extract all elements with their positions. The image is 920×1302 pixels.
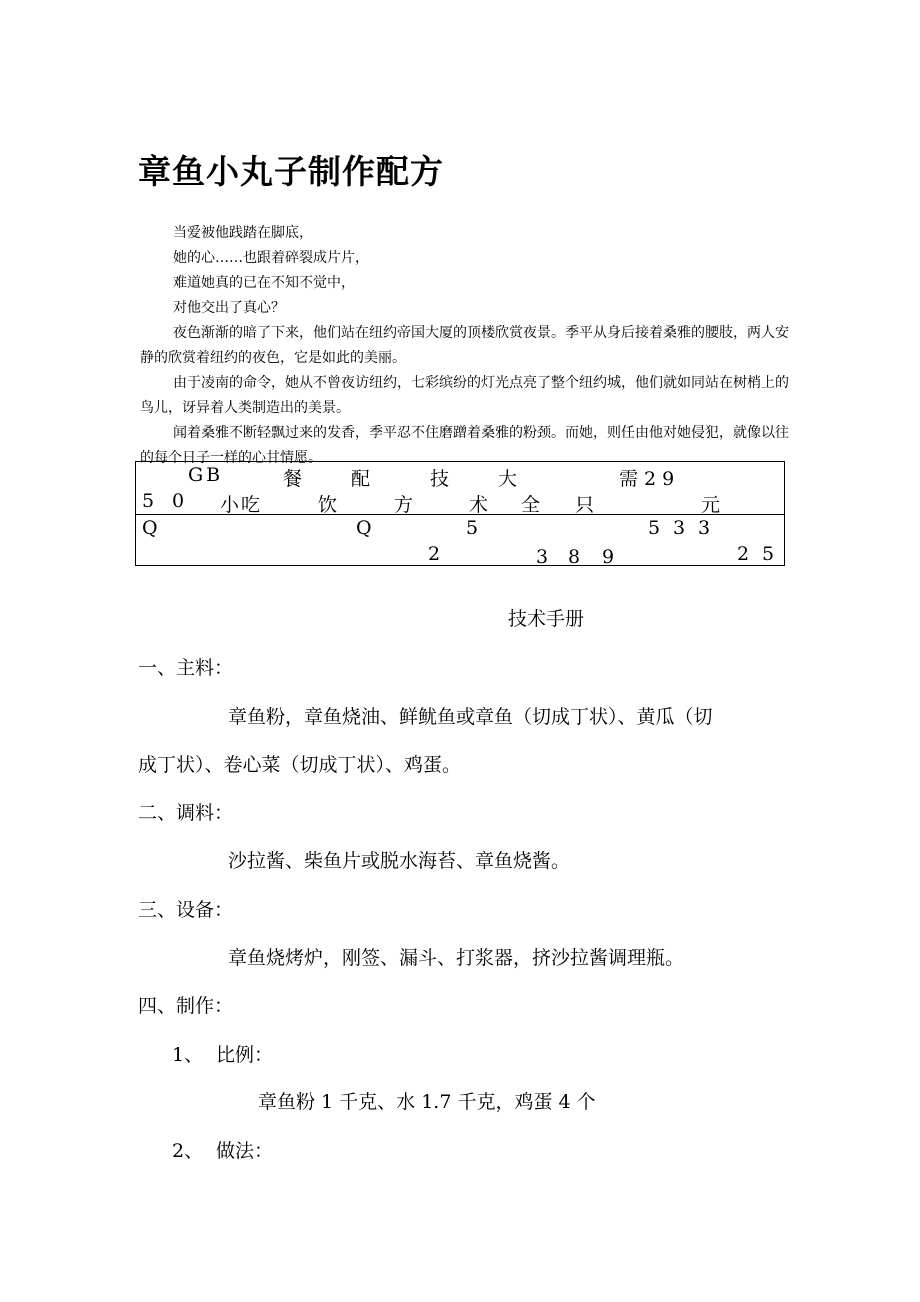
list-label: 做法： [216, 1140, 274, 1162]
poem-line: 难道她真的已在不知不觉中， [173, 275, 355, 291]
section-text: 章鱼烧烤炉，刚签、漏斗、打浆器，挤沙拉酱调理瓶。 [228, 947, 685, 969]
section-text: 章鱼粉 1 千克、水 1.7 千克，鸡蛋 4 个 [258, 1091, 596, 1113]
table-cell: 2 [428, 543, 441, 565]
table-cell: 9 [602, 546, 615, 568]
table-cell: 5 [466, 517, 479, 539]
section-title: 四、制作： [138, 995, 234, 1017]
section-text: 章鱼粉，章鱼烧油、鲜鱿鱼或章鱼（切成丁状）、黄瓜（切 [228, 706, 713, 728]
manual-heading: 技术手册 [508, 608, 585, 630]
table-cell: 术 [469, 494, 489, 516]
table-cell: 技 [430, 468, 450, 490]
table-cell: 需29 [619, 468, 681, 490]
section-title: 二、调料： [138, 802, 234, 824]
table-cell: 3 [536, 546, 549, 568]
table-cell: Q [142, 517, 158, 539]
list-label: 比例： [216, 1044, 274, 1066]
story-paragraph: 夜色渐渐的暗了下来，他们站在纽约帝国大厦的顶楼欣赏夜景。季平从身后接着桑雅的腰肢，两人安静的欣赏着纽约的夜色，它是如此的美丽。 [140, 325, 789, 366]
section-text: 成丁状）、卷心菜（切成丁状）、鸡蛋。 [138, 754, 462, 776]
table-cell: 全 [521, 494, 541, 516]
table-cell: 小吃 [220, 494, 263, 516]
story-paragraph: 由于凌南的命令，她从不曾夜访纽约，七彩缤纷的灯光点亮了整个纽约城，他们就如同站在树梢上的鸟儿，讶异着人类制造出的美景。 [140, 375, 789, 416]
table-cell: 配 [351, 468, 371, 490]
table-cell: 方 [394, 494, 414, 516]
page-title: 章鱼小丸子制作配方 [138, 152, 444, 191]
info-table [135, 461, 785, 566]
table-cell: 元 [701, 494, 721, 516]
table-cell: 3 [673, 517, 686, 539]
table-cell: 3 [698, 517, 711, 539]
poem-line: 当爱被他践踏在脚底， [173, 225, 313, 241]
story-text [140, 221, 790, 471]
poem-line: 她的心……也跟着碎裂成片片， [173, 250, 369, 266]
table-cell: 餐 [283, 468, 303, 490]
table-cell: 大 [498, 468, 518, 490]
story-paragraph: 闻着桑雅不断轻飘过来的发香，季平忍不住磨蹭着桑雅的粉颈。而她，则任由他对她侵犯，就像以往的每个日子一样的心甘情愿。 [140, 425, 789, 466]
section-title: 一、主料： [138, 657, 234, 679]
table-cell: Q [356, 517, 372, 539]
table-cell: 只 [575, 494, 595, 516]
poem-line: 对他交出了真心？ [173, 300, 285, 316]
table-cell: 饮 [318, 494, 338, 516]
table-cell: 5 [142, 490, 155, 512]
table-cell: 2 [737, 543, 750, 565]
list-number: 1、 [172, 1044, 204, 1066]
list-number: 2、 [172, 1140, 204, 1162]
section-text: 沙拉酱、柴鱼片或脱水海苔、章鱼烧酱。 [228, 850, 571, 872]
section-title: 三、设备： [138, 899, 234, 921]
table-cell: 8 [568, 546, 581, 568]
table-cell: GB [188, 464, 224, 486]
table-cell: 5 [762, 543, 775, 565]
table-cell: 5 [648, 517, 661, 539]
table-cell: 0 [172, 490, 185, 512]
